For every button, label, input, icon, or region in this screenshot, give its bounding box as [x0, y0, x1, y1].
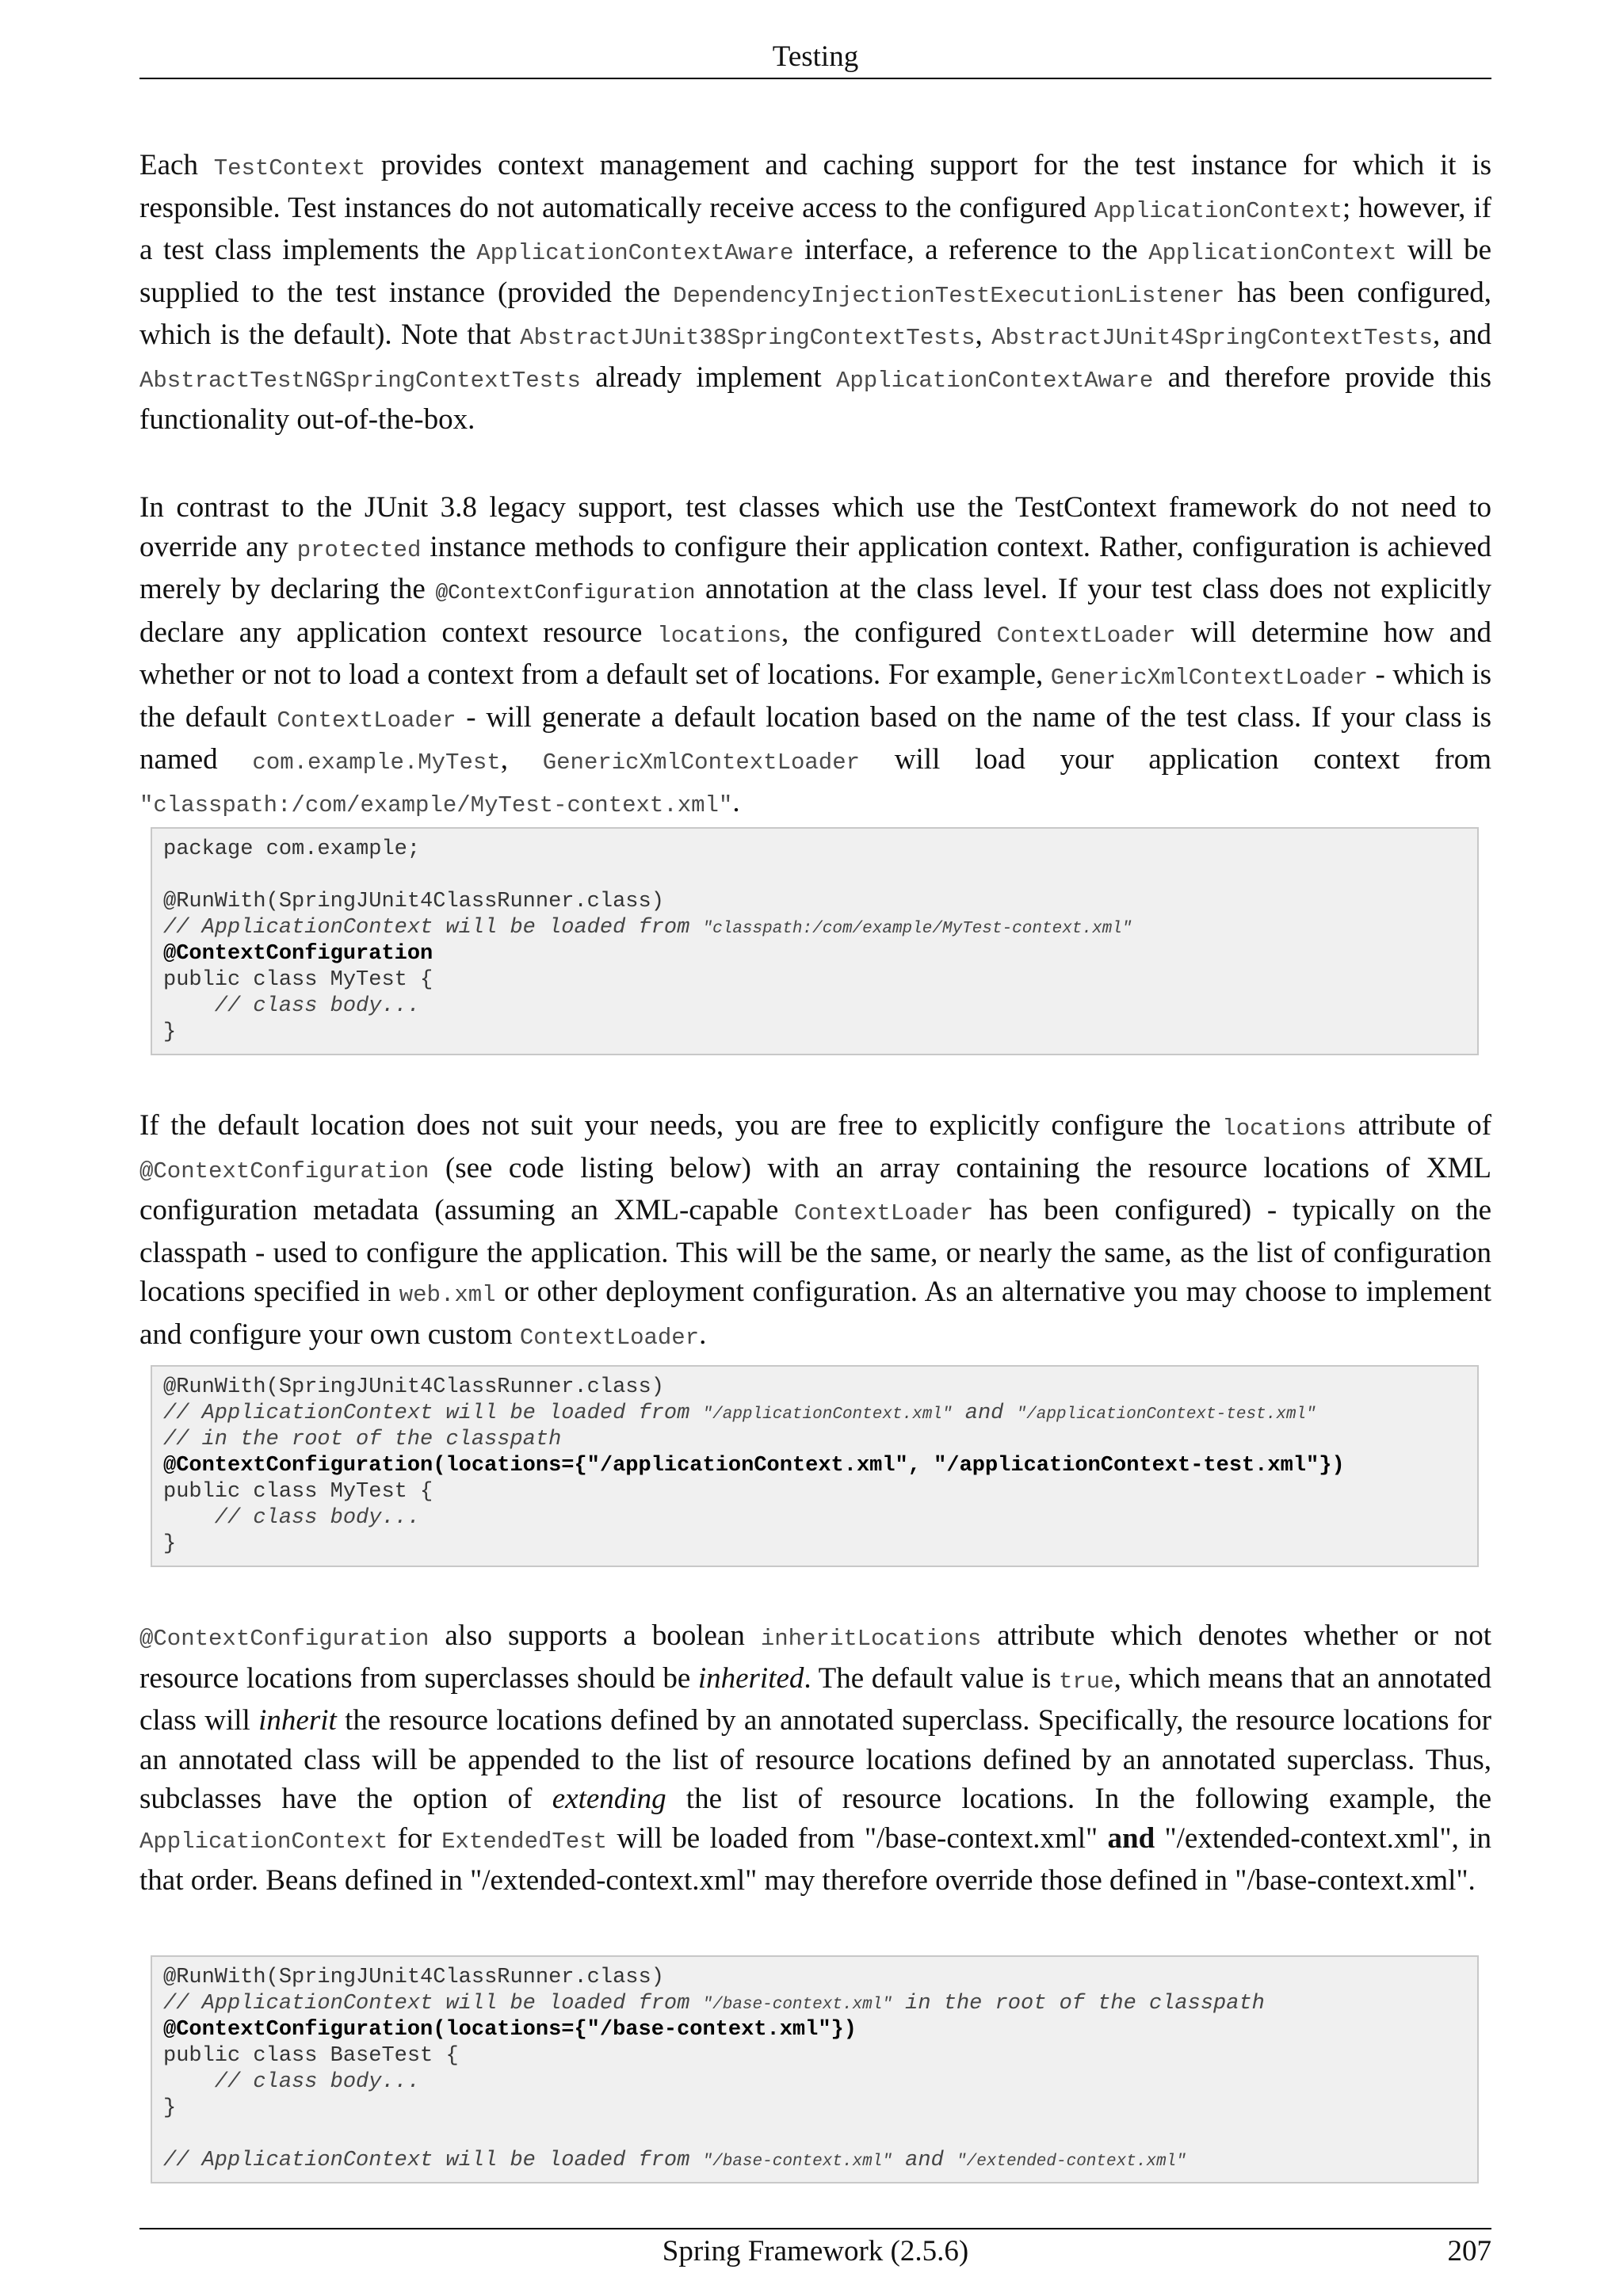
text-run: . [732, 785, 740, 818]
text-run: - will generate a default location based on the name of the test class. If your class is named [139, 700, 1491, 776]
footer-rule [139, 2228, 1491, 2229]
inline-code: com.example.MyTest [252, 749, 501, 776]
text-run: has been configured) - typically on the classpath - used to configure the application. This will be the same, or nearly the same, as the list of configuration locations specified in [139, 1194, 1491, 1308]
text-run: has been configured, which is the default). Note that [139, 276, 1491, 351]
text-run: ; however, if a test class implements the [139, 191, 1491, 266]
text-run: or other deployment configuration. As an alternative you may choose to implement and configure your own custom [139, 1276, 1491, 1351]
code-line [163, 1020, 1466, 1046]
code-line [163, 1965, 1466, 1991]
paragraph-locations-attribute [139, 1106, 1491, 1357]
text-run: the list of resource locations. In the following example, the [666, 1783, 1491, 1815]
code-text: @RunWith(SpringJUnit4ClassRunner.class) [163, 890, 664, 913]
inline-code: AbstractJUnit38SpringContextTests [520, 325, 976, 351]
code-line [163, 941, 1466, 967]
header-rule [139, 78, 1491, 79]
code-string: "/base-context.xml" [702, 1996, 892, 2014]
inline-code: ContextLoader [996, 622, 1176, 649]
inline-code: DependencyInjectionTestExecutionListener [673, 282, 1225, 309]
inline-code: ApplicationContextAware [836, 367, 1154, 394]
page-number: 207 [1447, 2235, 1491, 2267]
code-string: "/extended-context.xml" [956, 2153, 1186, 2171]
code-line [163, 1991, 1466, 2017]
inline-code: GenericXmlContextLoader [1050, 665, 1368, 691]
code-text: // class body... [163, 2070, 421, 2094]
text-run: also supports a boolean [429, 1619, 761, 1652]
code-line [163, 2122, 1466, 2148]
emphasis: extending [552, 1783, 666, 1815]
inline-code: @ContextConfiguration [139, 1158, 430, 1184]
inline-code: locations [1222, 1116, 1346, 1142]
text-run: , [500, 743, 543, 776]
code-text: // in the root of the classpath [163, 1428, 562, 1451]
text-run: annotation at the class level. If your test class does not explicitly declare any application context resource [139, 573, 1491, 649]
text-run: Each [139, 149, 214, 181]
inline-code: AbstractJUnit4SpringContextTests [991, 325, 1433, 351]
code-text: public class MyTest { [163, 968, 433, 992]
code-string: "/applicationContext.xml" [702, 1405, 953, 1424]
text-run: and therefore provide this functionality out-of-the-box. [139, 360, 1491, 436]
code-line [163, 1401, 1466, 1427]
code-line [163, 1505, 1466, 1531]
inline-code: @ContextConfiguration [435, 581, 696, 605]
code-listing-explicit-locations [151, 1365, 1479, 1567]
inline-code: ApplicationContext [1094, 197, 1342, 224]
inline-code: ContextLoader [277, 707, 456, 734]
inline-code: protected [296, 536, 422, 563]
code-line [163, 2017, 1466, 2043]
running-footer [139, 2231, 1491, 2272]
code-line [163, 915, 1466, 941]
inline-code: TestContext [213, 155, 366, 181]
inline-code: ContextLoader [793, 1200, 974, 1226]
code-text: @RunWith(SpringJUnit4ClassRunner.class) [163, 1375, 664, 1399]
text-run: - which is the default [139, 658, 1491, 734]
code-listing-inheritance [151, 1955, 1479, 2183]
code-text: // ApplicationContext will be loaded from [163, 1992, 703, 2016]
text-run: . [699, 1318, 707, 1351]
paragraph-testcontext [139, 146, 1491, 440]
text-run: will load your application context from [860, 743, 1492, 776]
emphasis: inherited [697, 1661, 804, 1695]
code-text: @ContextConfiguration(locations={"/base-context.xml"}) [163, 2018, 857, 2042]
code-text: @ContextConfiguration(locations={"/applicationContext.xml", "/applicationContext-test.xml"}) [163, 1454, 1345, 1478]
code-line [163, 863, 1466, 889]
code-text: } [163, 1532, 177, 1556]
text-run: , [975, 318, 992, 351]
text-run: In contrast to the JUnit 3.8 legacy support, test classes which use the TestContext framework do not need to override any [139, 491, 1491, 563]
code-text: public class MyTest { [163, 1480, 433, 1504]
code-line [163, 1531, 1466, 1558]
code-line [163, 889, 1466, 915]
code-line [163, 1427, 1466, 1453]
emphasis: inherit [258, 1704, 337, 1737]
code-line [163, 1479, 1466, 1505]
inline-code: AbstractTestNGSpringContextTests [139, 367, 581, 394]
text-run: If the default location does not suit your needs, you are free to explicitly configure the [139, 1109, 1223, 1142]
text-run: attribute of [1346, 1109, 1491, 1142]
code-line [163, 1375, 1466, 1401]
inline-code: GenericXmlContextLoader [542, 749, 860, 776]
inline-code: "classpath:/com/example/MyTest-context.xml" [139, 791, 733, 818]
paragraph-context-configuration [139, 488, 1491, 825]
text-run: (see code listing below) with an array containing the resource locations of XML configuration metadata (assuming an XML-capable [139, 1151, 1491, 1226]
text-run: , and [1432, 318, 1491, 351]
text-run: , which means that an annotated class will [139, 1661, 1491, 1737]
inline-code: ApplicationContext [1148, 240, 1397, 266]
code-string: "/base-context.xml" [702, 2153, 892, 2171]
inline-code: true [1059, 1668, 1114, 1695]
code-text: and [952, 1402, 1017, 1425]
code-text: // ApplicationContext will be loaded from [163, 916, 703, 940]
code-text: public class BaseTest { [163, 2044, 459, 2068]
code-text: and [892, 2149, 957, 2172]
inline-code: ContextLoader [519, 1324, 700, 1351]
code-text: // ApplicationContext will be loaded from [163, 1402, 703, 1425]
text-run: "/extended-context.xml", in that order. Beans defined in "/extended-context.xml" may therefore override those defined in "/base-context.xml". [139, 1821, 1491, 1897]
text-run: the resource locations defined by an annotated superclass. Specifically, the resource locations for an annotated class will be appended to the list of resource locations defined by an annotated superclass. Thus, subclasses have the option of [139, 1704, 1491, 1815]
text-run: interface, a reference to the [793, 234, 1149, 266]
code-text: // class body... [163, 994, 421, 1018]
code-line [163, 2096, 1466, 2122]
text-run: provides context management and caching support for the test instance for which it is responsible. Test instances do not automatically receive access to the configured [139, 149, 1491, 224]
code-line [163, 2148, 1466, 2174]
inline-code: ExtendedTest [441, 1828, 607, 1855]
inline-code: ApplicationContextAware [476, 240, 794, 266]
code-text: in the root of the classpath [892, 1992, 1265, 2016]
inline-code: locations [657, 622, 782, 649]
code-line [163, 1453, 1466, 1479]
code-line [163, 837, 1466, 863]
text-run: will be supplied to the test instance (provided the [139, 234, 1492, 309]
code-text: // class body... [163, 1506, 421, 1530]
text-run: attribute which denotes whether or not resource locations from superclasses should be [139, 1619, 1492, 1695]
code-line [163, 994, 1466, 1020]
text-run: , the configured [781, 616, 997, 649]
text-run: for [388, 1821, 442, 1855]
running-header: Testing [772, 40, 859, 73]
code-listing-default-location [151, 827, 1479, 1055]
code-line [163, 967, 1466, 994]
code-text: @RunWith(SpringJUnit4ClassRunner.class) [163, 1966, 664, 1989]
text-run: . The default value is [804, 1661, 1059, 1695]
paragraph-inherit-locations [139, 1616, 1491, 1901]
inline-code: inheritLocations [760, 1626, 982, 1652]
strong: and [1107, 1821, 1155, 1855]
code-string: "classpath:/com/example/MyTest-context.xml" [702, 920, 1132, 938]
inline-code: ApplicationContext [139, 1828, 388, 1855]
code-line [163, 2069, 1466, 2096]
code-text: // ApplicationContext will be loaded from [163, 2149, 703, 2172]
code-text: } [163, 2096, 177, 2120]
code-text: @ContextConfiguration [163, 942, 433, 966]
text-run: will be loaded from "/base-context.xml" [607, 1821, 1108, 1855]
text-run: will determine how and whether or not to load a context from a default set of locations. For example, [139, 616, 1491, 691]
code-text: package com.example; [163, 837, 421, 861]
text-run: already implement [580, 360, 836, 394]
code-string: "/applicationContext-test.xml" [1016, 1405, 1316, 1424]
inline-code: @ContextConfiguration [139, 1626, 430, 1652]
code-text: } [163, 1020, 177, 1044]
code-line [163, 2043, 1466, 2069]
text-run: instance methods to configure their application context. Rather, configuration is achieved merely by declaring the [139, 530, 1491, 605]
footer-book-title: Spring Framework (2.5.6) [662, 2235, 969, 2267]
inline-code: web.xml [399, 1282, 496, 1308]
